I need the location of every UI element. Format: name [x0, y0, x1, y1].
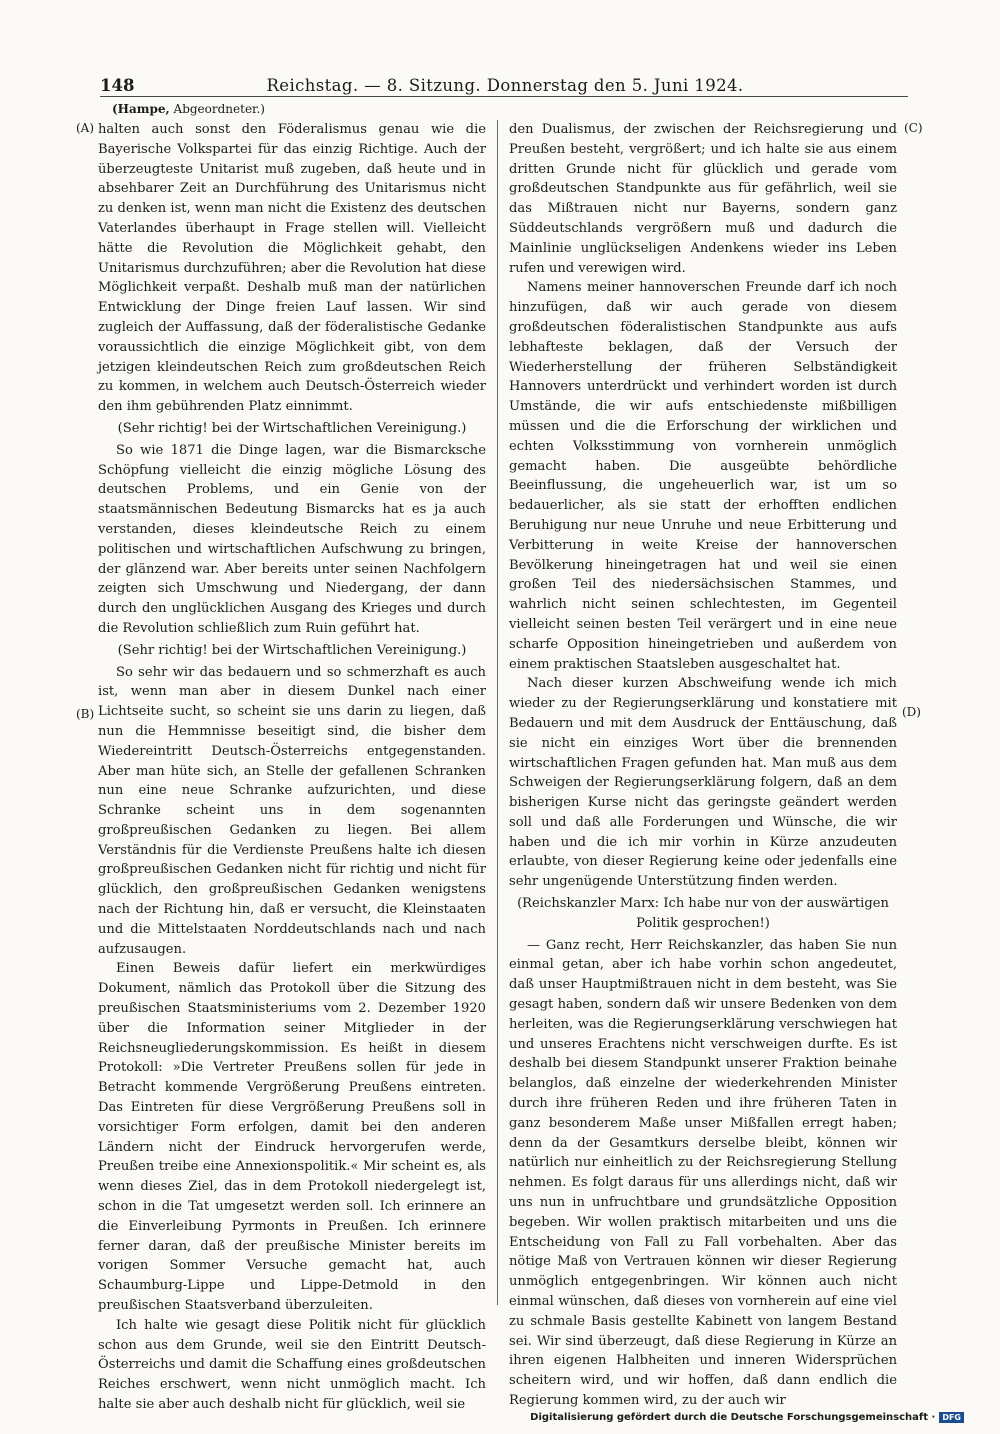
- speaker-role: Abgeordneter.): [173, 102, 265, 116]
- speaker-name: (Hampe,: [112, 102, 170, 116]
- left-column: [98, 120, 486, 1412]
- paragraph: den Dualismus, der zwischen der Reichsregierung und Preußen besteht, vergrößert; und ich halte sie aus einem dritten Grunde nicht für glücklich und gerade vom großdeutschen Standpunkte aus für gefährlich, weil sie das Mißtrauen nicht nur Bayerns, sondern ganz Süddeutschlands vergrößern muß und dadurch die Mainlinie unglückseligen Andenkens wieder ins Leben rufen und verewigen wird.: [509, 122, 897, 276]
- paragraph: halten auch sonst den Föderalismus genau wie die Bayerische Volkspartei für das einzig Richtige. Auch der überzeugteste Unitarist muß zugeben, daß heute und in absehbarer Zeit an Durchführung des Unitarismus nicht zu denken ist, wenn man nicht die Existenz des deutschen Vaterlandes überhaupt in Frage stellen will. Vielleicht hätte die Revolution die Möglichkeit gehabt, den Unitarismus durchzuführen; aber die Revolution hat diese Möglichkeit verpaßt. Deshalb muß man der natürlichen Entwicklung der Dinge freien Lauf lassen. Wir sind zugleich der Auffassung, daß der föderalistische Gedanke voraussichtlich die einzige Möglichkeit gibt, von dem jetzigen kleindeutschen Reich zum großdeutschen Reich zu kommen, in welchem auch Deutsch-Österreich wieder den ihm gebührenden Platz einnimmt.: [98, 122, 486, 415]
- right-column: [509, 120, 897, 1408]
- running-head: Reichstag. — 8. Sitzung. Donnerstag den 5. Juni 1924.: [266, 76, 744, 95]
- footer-text: Digitalisierung gefördert durch die Deutsche Forschungsgemeinschaft ·: [530, 1412, 936, 1423]
- column-divider: [497, 120, 498, 1305]
- paragraph: Namens meiner hannoverschen Freunde darf ich noch hinzufügen, daß wir auch gerade von diesem großdeutschen föderalistischen Standpunkte aus aufs lebhafteste beklagen, daß der Versuch der Wiederherstellung der früheren Selbständigkeit Hannovers unterdrückt und verhindert worden ist durch Umstände, die wir aufs entschiedenste mißbilligen müssen und die die Erforschung der wirklichen und echten Volksstimmung von vornherein unmöglich gemacht haben. Die ausgeübte behördliche Beeinflussung, die ungeheuerlich war, ist um so bedauerlicher, als sie statt der erhofften endlichen Beruhigung nur neue Unruhe und neue Erbitterung und Verbitterung in weite Kreise der hannoverschen Bevölkerung hineingetragen hat und weil sie einen großen Teil des niedersächsischen Stammes, und wahrlich nicht seinen schlechtesten, im Gegenteil vielleicht seinen besten Teil verärgert und in eine neue scharfe Opposition hineingetrieben und außerdem von einem praktischen Staatsleben ausgeschaltet hat.: [509, 280, 897, 672]
- margin-marker-c: (C): [904, 121, 923, 135]
- paragraph: So wie 1871 die Dinge lagen, war die Bismarcksche Schöpfung vielleicht die einzig mögliche Lösung des deutschen Problems, und ein Genie von der staatsmännischen Bedeutung Bismarcks hat es ja auch verstanden, dieses kleindeutsche Reich zu einem politischen und wirtschaftlichen Aufschwung zu bringen, der glänzend war. Aber bereits unter seinen Nachfolgern zeigten sich Umschwung und Niedergang, der dann durch den unglücklichen Ausgang des Krieges und durch die Revolution schließlich zum Ruin geführt hat.: [98, 442, 486, 636]
- margin-marker-b: (B): [76, 707, 95, 721]
- interjection: (Sehr richtig! bei der Wirtschaftlichen Vereinigung.): [117, 642, 467, 658]
- paragraph: So sehr wir das bedauern und so schmerzhaft es auch ist, wenn man aber in diesem Dunkel nach einer Lichtseite sucht, so scheint sie uns darin zu liegen, daß nun die Hemmnisse beseitigt sind, die bisher dem Wiedereintritt Deutsch-Österreichs entgegenstanden. Aber man hüte sich, an Stelle der gefallenen Schranken nun eine neue Schranke aufzurichten, und diese Schranke scheint uns in dem sogenannten großpreußischen Gedanken zu liegen. Bei allem Verständnis für die Verdienste Preußens halte ich diesen großpreußischen Gedanken nicht für richtig und nicht für glücklich, den großpreußischen Gedanken wenigstens nach der Richtung hin, daß er versucht, die Kleinstaaten und die Mittelstaaten Norddeutschlands nach und nach aufzusaugen.: [98, 664, 486, 957]
- interjection: (Reichskanzler Marx: Ich habe nur von der auswärtigen Politik gesprochen!): [517, 896, 889, 931]
- paragraph: — Ganz recht, Herr Reichskanzler, das haben Sie nun einmal getan, aber ich habe vorhin schon angedeutet, daß unser Hauptmißtrauen nicht in dem besteht, was Sie gesagt haben, sondern daß wir unsere Bedenken von dem herleiten, was die Regierungserklärung verschwiegen hat und unseres Erachtens nicht verschweigen durfte. Es ist deshalb bei diesem Standpunkt unserer Fraktion beinahe belanglos, daß einzelne der wiederkehrenden Minister durch ihre früheren Reden und ihre früheren Taten in ganz besonderem Maße unser Mißfallen erregt haben; denn da der Gesamtkurs derselbe bleibt, können wir natürlich nur einheitlich zu der Reichsregierung Stellung nehmen. Es folgt daraus für uns allerdings nicht, daß wir uns nun in unfruchtbare und grundsätzliche Opposition begeben. Wir wollen praktisch mitarbeiten und uns die Entscheidung von Fall zu Fall vorbehalten. Aber das nötige Maß von Vertrauen können wir dieser Regierung unmöglich entgegenbringen. Wir können auch nicht einmal wünschen, daß dieses von vornherein auf eine viel zu schmale Basis gestellte Kabinett von langem Bestand sei. Wir sind überzeugt, daß diese Regierung in Kürze an ihren eigenen Halbheiten und inneren Widersprüchen scheitern wird, und wir hoffen, daß dann endlich die Regierung kommen wird, zu der auch wir: [509, 937, 897, 1408]
- page-header: [100, 76, 910, 98]
- speaker-label: [112, 102, 265, 116]
- margin-marker-a: (A): [76, 121, 95, 135]
- page-number: 148: [100, 76, 135, 95]
- paragraph: Ich halte wie gesagt diese Politik nicht für glücklich schon aus dem Grunde, weil sie den Eintritt Deutsch-Österreichs und damit die Schaffung eines großdeutschen Reiches erschwert, wenn nicht unmöglich macht. Ich halte sie aber auch deshalb nicht für glücklich, weil sie: [98, 1317, 486, 1412]
- dfg-logo: DFG: [939, 1412, 964, 1423]
- digitization-footer: [530, 1412, 964, 1423]
- paragraph: Einen Beweis dafür liefert ein merkwürdiges Dokument, nämlich das Protokoll über die Sitzung des preußischen Staatsministeriums vom 2. Dezember 1920 über die Information seiner Mitglieder in der Reichsneugliederungskommission. Es heißt in diesem Protokoll: »Die Vertreter Preußens sollen für jede in Betracht kommende Vergrößerung Preußens eintreten. Das Eintreten für diese Vergrößerung Preußens soll in vorsichtiger Form erfolgen, damit bei den anderen Ländern nicht der Eindruck hervorgerufen werde, Preußen treibe eine Annexionspolitik.« Mir scheint es, als wenn dieses Ziel, das in dem Protokoll niedergelegt ist, schon in die Tat umgesetzt werden soll. Ich erinnere an die Einverleibung Pyrmonts in Preußen. Ich erinnere ferner daran, daß der preußische Minister bereits im vorigen Sommer Versuche gemacht hat, auch Schaumburg-Lippe und Lippe-Detmold in den preußischen Staatsverband überzuleiten.: [98, 961, 486, 1314]
- margin-marker-d: (D): [902, 705, 921, 719]
- paragraph: Nach dieser kurzen Abschweifung wende ich mich wieder zu der Regierungserklärung und konstatiere mit Bedauern und mit dem Ausdruck der Enttäuschung, daß sie nicht ein einziges Wort über die brennenden wirtschaftlichen Fragen gefunden hat. Man muß aus dem Schweigen der Regierungserklärung folgern, daß an dem bisherigen Kurse nicht das geringste geändert werden soll und daß alle Forderungen und Wünsche, die wir haben und die ich mir vorhin in Kürze anzudeuten erlaubte, von dieser Regierung keine oder jedenfalls eine sehr ungenügende Unterstützung finden werden.: [509, 676, 897, 890]
- header-rule: [100, 96, 908, 97]
- interjection: (Sehr richtig! bei der Wirtschaftlichen Vereinigung.): [117, 420, 467, 436]
